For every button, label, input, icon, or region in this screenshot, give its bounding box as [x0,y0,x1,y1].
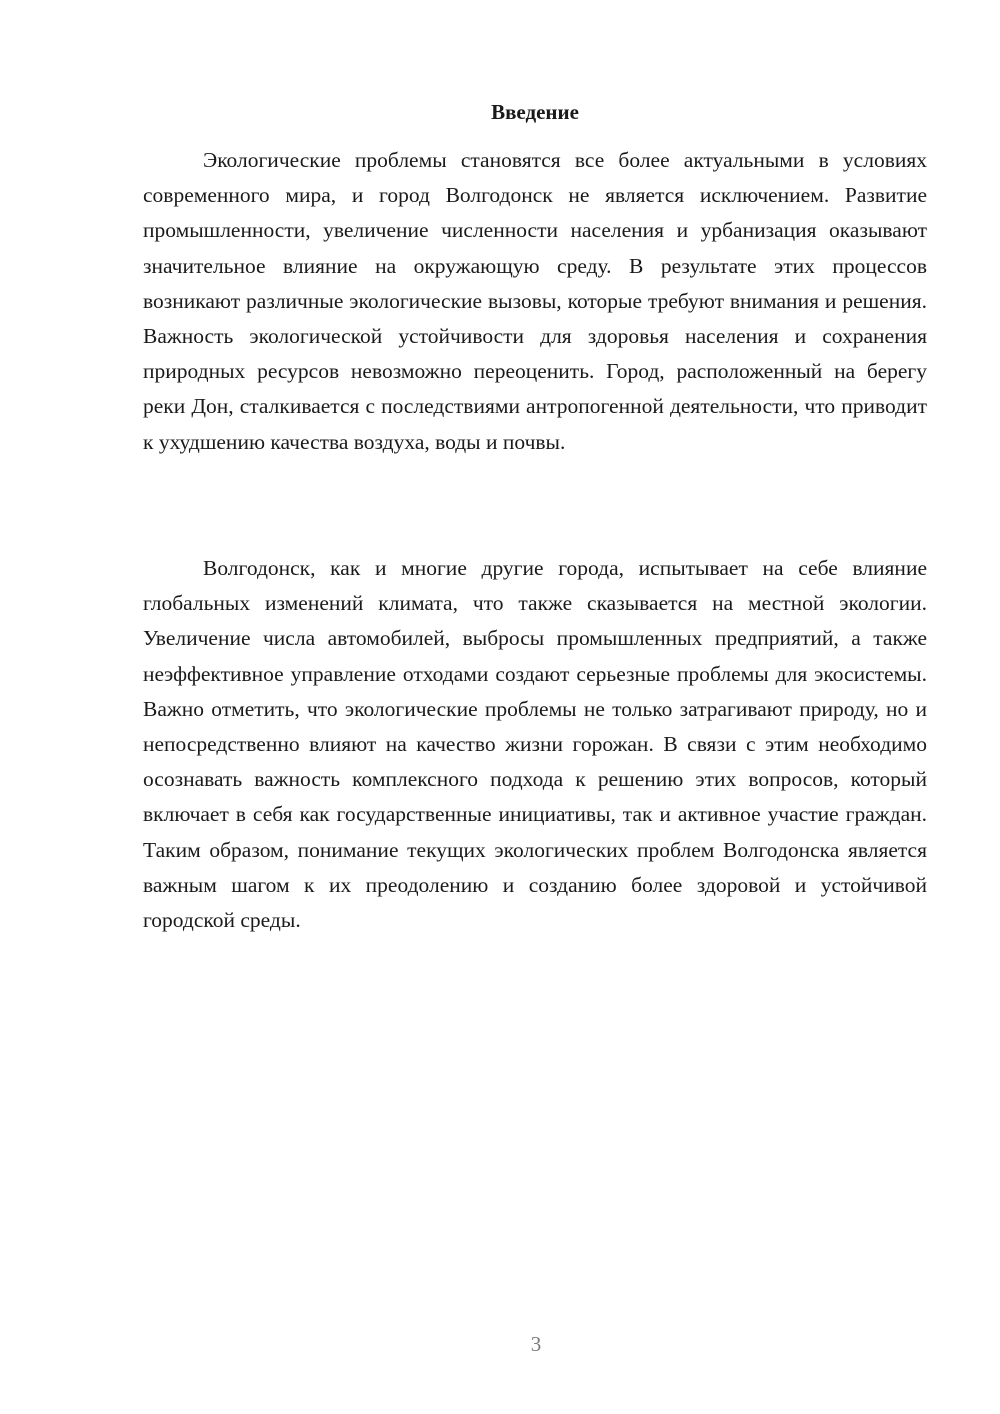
paragraph-1: Экологические проблемы становятся все более актуальными в условиях современного мира, и город Волгодонск не является исключением. Развитие промышленности, увеличение численности населения и урбанизация оказывают значительное влияние на окружающую среду. В результате этих процессов возникают различные экологические вызовы, которые требуют внимания и решения. Важность экологической устойчивости для здоровья населения и сохранения природных ресурсов невозможно переоценить. Город, расположенный на берегу реки Дон, сталкивается с последствиями антропогенной деятельности, что приводит к ухудшению качества воздуха, воды и почвы. [143,148,927,454]
paragraph-2: Волгодонск, как и многие другие города, испытывает на себе влияние глобальных изменений климата, что также сказывается на местной экологии. Увеличение числа автомобилей, выбросы промышленных предприятий, а также неэффективное управление отходами создают серьезные проблемы для экосистемы. Важно отметить, что экологические проблемы не только затрагивают природу, но и непосредственно влияют на качество жизни горожан. В связи с этим необходимо осознавать важность комплексного подхода к решению этих вопросов, который включает в себя как государственные инициативы, так и активное участие граждан. Таким образом, понимание текущих экологических проблем Волгодонска является важным шагом к их преодолению и созданию более здоровой и устойчивой городской среды. [143,556,927,933]
page-number: 3 [530,1332,542,1356]
section-heading: Введение [491,100,579,124]
